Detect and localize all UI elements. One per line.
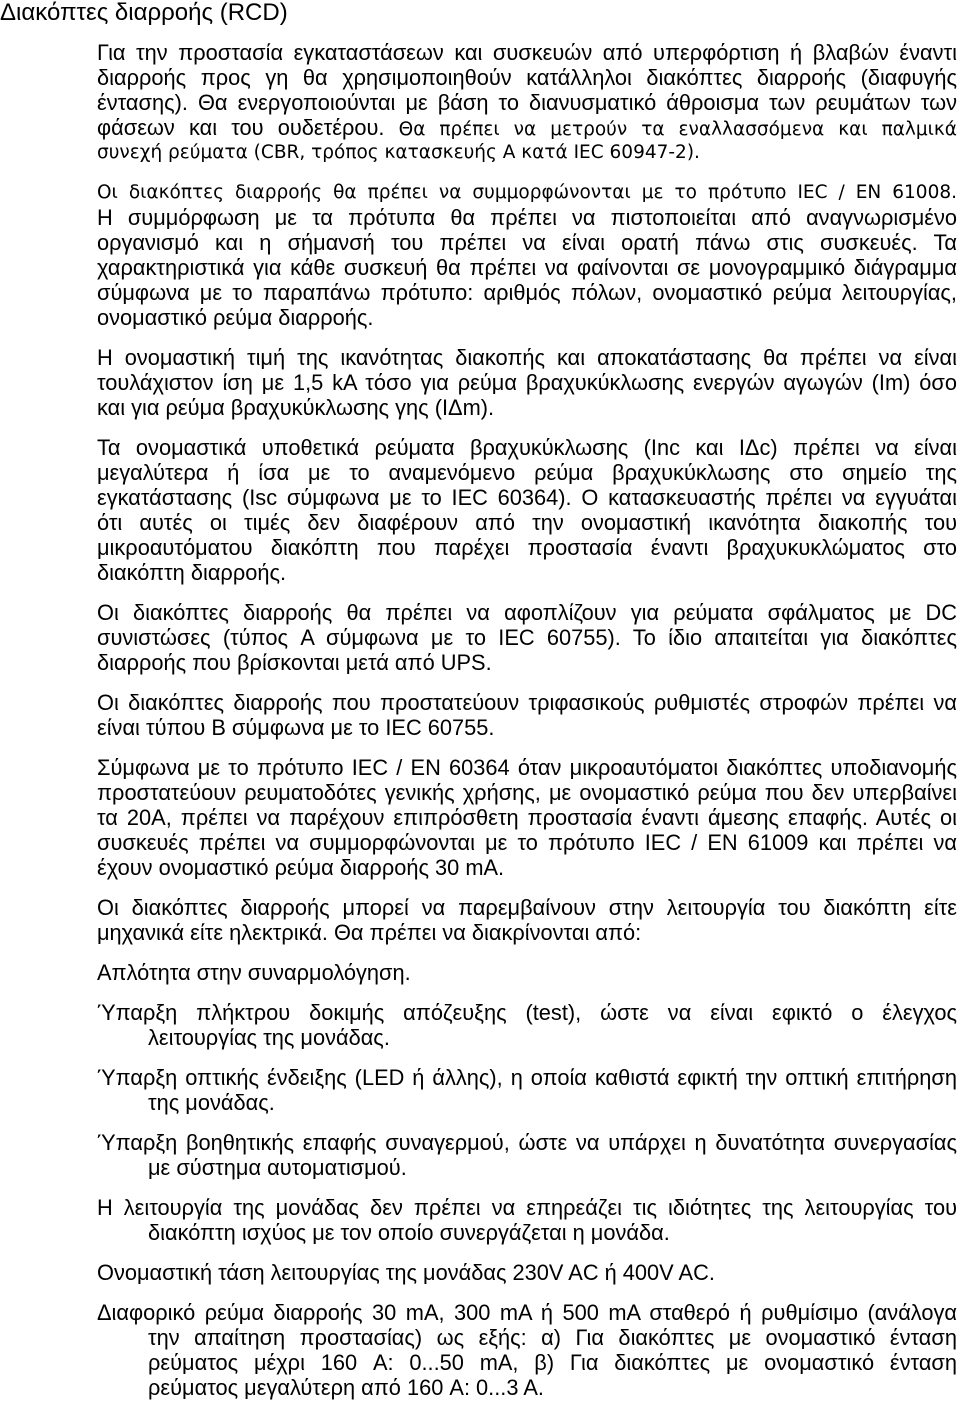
text-line: ονομαστικό ρεύμα διαρροής. [97, 305, 374, 330]
text-line: μικροαυτόματου διακόπτη που παρέχει προστασία έναντι βραχυκυκλώματος στο [97, 535, 957, 560]
text-line: διαρροής προς γη θα χρησιμοποιηθούν κατάλληλοι διακόπτες διαρροής (διαφυγής [97, 65, 957, 90]
text-line: Οι διακόπτες διαρροής που προστατεύουν τριφασικούς ρυθμιστές στροφών πρέπει να [97, 690, 957, 715]
text-line: διακόπτη διαρροής. [97, 560, 287, 585]
paragraph-general-requirements [97, 40, 957, 165]
paragraph-residual-current [97, 1300, 957, 1400]
text-line: εγκατάστασης (Isc σύμφωνα με το IEC 60364). Ο κατασκευαστής πρέπει να εγγυάται [97, 485, 957, 510]
text-line: μεγαλύτερα ή ίσα με το αναμενόμενο ρεύμα βραχυκύκλωσης στο σημείο της [97, 460, 957, 485]
paragraph-alarm-contact [97, 1130, 957, 1180]
paragraph-led-indication [97, 1065, 957, 1115]
text-line: την απαίτηση προστασίας) ως εξής: α) Για διακόπτες με ονομαστικό ένταση [148, 1325, 957, 1350]
text-line: Διαφορικό ρεύμα διαρροής 30 mA, 300 mA ή 500 mA σταθερό ή ρυθμίσιμο (ανάλογα [97, 1300, 957, 1325]
text-segment: Θα πρέπει να μετρούν τα εναλλασσόμενα και παλμικά [398, 119, 957, 140]
paragraph-no-interference [97, 1195, 957, 1245]
text-line: Οι διακόπτες διαρροής θα πρέπει να συμμορφώνονται με το πρότυπο IEC / EN 61008. [97, 182, 957, 203]
text-line: Απλότητα στην συναρμολόγηση. [97, 960, 411, 985]
paragraph-standards-compliance [97, 180, 957, 330]
text-line: Ονομαστική τάση λειτουργίας της μονάδας 230V AC ή 400V AC. [97, 1260, 715, 1285]
text-line: Ύπαρξη οπτικής ένδειξης (LED ή άλλης), η οποία καθιστά εφικτή την οπτική επιτήρηση [97, 1065, 957, 1090]
text-line: της μονάδας. [148, 1090, 275, 1115]
text-line: Η λειτουργία της μονάδας δεν πρέπει να επηρεάζει τις ιδιότητες της λειτουργίας του [97, 1195, 957, 1220]
text-line [97, 115, 957, 140]
text-line: είναι τύπου B σύμφωνα με το IEC 60755. [97, 715, 495, 740]
text-line: συνεχή ρεύματα (CBR, τρόπος κατασκευής A κατά IEC 60947-2). [97, 142, 700, 163]
text-line: προστατεύουν ρευματοδότες γενικής χρήσης, με ονομαστικό ρεύμα που δεν υπερβαίνει [97, 780, 957, 805]
text-line: συνιστώσες (τύπος A σύμφωνα με το IEC 60755). Το ίδιο απαιτείται για διακόπτες [97, 625, 957, 650]
document-body [97, 40, 957, 1400]
text-line: σύμφωνα με το παραπάνω πρότυπο: αριθμός πόλων, ονομαστικό ρεύμα λειτουργίας, [97, 280, 957, 305]
text-line: τα 20A, πρέπει να παρέχουν επιπρόσθετη προστασία έναντι άμεσης επαφής. Αυτές οι [97, 805, 957, 830]
text-line: οργανισμό και η σήμανσή του πρέπει να είναι ορατή πάνω στις συσκευές. Τα [97, 230, 957, 255]
text-line: διαρροής που βρίσκονται μετά από UPS. [97, 650, 492, 675]
paragraph-easy-assembly [97, 960, 957, 985]
text-line: χαρακτηριστικά για κάθε συσκευή θα πρέπει να φαίνονται σε μονογραμμικό διάγραμμα [97, 255, 957, 280]
text-line: Τα ονομαστικά υποθετικά ρεύματα βραχυκύκλωσης (Inc και IΔc) πρέπει να είναι [97, 435, 957, 460]
paragraph-rated-voltage [97, 1260, 957, 1285]
text-line: Για την προστασία εγκαταστάσεων και συσκευών από υπερφόρτιση ή βλαβών έναντι [97, 40, 957, 65]
text-line: ρεύματος μεγαλύτερη από 160 A: 0...3 A. [148, 1375, 544, 1400]
paragraph-dc-fault-type-a [97, 600, 957, 675]
text-line: συσκευές πρέπει να συμμορφώνονται με το πρότυπο IEC / EN 61009 και πρέπει να [97, 830, 957, 855]
text-line: λειτουργίας της μονάδας. [148, 1025, 390, 1050]
paragraph-drive-type-b [97, 690, 957, 740]
text-line: ότι αυτές οι τιμές δεν διαφέρουν από την ονομαστική ικανότητα διακοπής του [97, 510, 957, 535]
text-line: μηχανικά είτε ηλεκτρικά. Θα πρέπει να διακρίνονται από: [97, 920, 642, 945]
text-line: Ύπαρξη πλήκτρου δοκιμής απόζευξης (test), ώστε να είναι εφικτό ο έλεγχος [97, 1000, 957, 1025]
section-title: Διακόπτες διαρροής (RCD) [0, 0, 288, 26]
paragraph-test-button [97, 1000, 957, 1050]
text-line: και για ρεύμα βραχυκύκλωσης γης (IΔm). [97, 395, 495, 420]
text-line: Ύπαρξη βοηθητικής επαφής συναγερμού, ώστε να υπάρχει η δυνατότητα συνεργασίας [97, 1130, 957, 1155]
text-line: τουλάχιστον ίση με 1,5 kA τόσο για ρεύμα βραχυκύκλωσης ενεργών αγωγών (Im) όσο [97, 370, 957, 395]
paragraph-socket-outlet-protection [97, 755, 957, 880]
text-segment: φάσεων και του ουδετέρου. [97, 115, 385, 140]
text-line: Οι διακόπτες διαρροής μπορεί να παρεμβαίνουν στην λειτουργία του διακόπτη είτε [97, 895, 957, 920]
text-line: ρεύματος μέχρι 160 A: 0...50 mA, β) Για διακόπτες με ονομαστικό ένταση [148, 1350, 957, 1375]
text-line: Η συμμόρφωση με τα πρότυπα θα πρέπει να πιστοποιείται από αναγνωρισμένο [97, 205, 957, 230]
text-line: έντασης). Θα ενεργοποιούνται με βάση το διανυσματικό άθροισμα των ρευμάτων των [97, 90, 957, 115]
paragraph-breaking-capacity [97, 345, 957, 420]
text-line: Σύμφωνα με το πρότυπο IEC / EN 60364 όταν μικροαυτόματοι διακόπτες υποδιανομής [97, 755, 957, 780]
paragraph-short-circuit-ratings [97, 435, 957, 585]
paragraph-operation-mode [97, 895, 957, 945]
text-line: έχουν ονομαστικό ρεύμα διαρροής 30 mA. [97, 855, 505, 880]
text-line: Η ονομαστική τιμή της ικανότητας διακοπής και αποκατάστασης θα πρέπει να είναι [97, 345, 957, 370]
text-line: διακόπτη ισχύος με τον οποίο συνεργάζεται η μονάδα. [148, 1220, 670, 1245]
text-line: Οι διακόπτες διαρροής θα πρέπει να αφοπλίζουν για ρεύματα σφάλματος με DC [97, 600, 957, 625]
text-line: με σύστημα αυτοματισμού. [148, 1155, 407, 1180]
